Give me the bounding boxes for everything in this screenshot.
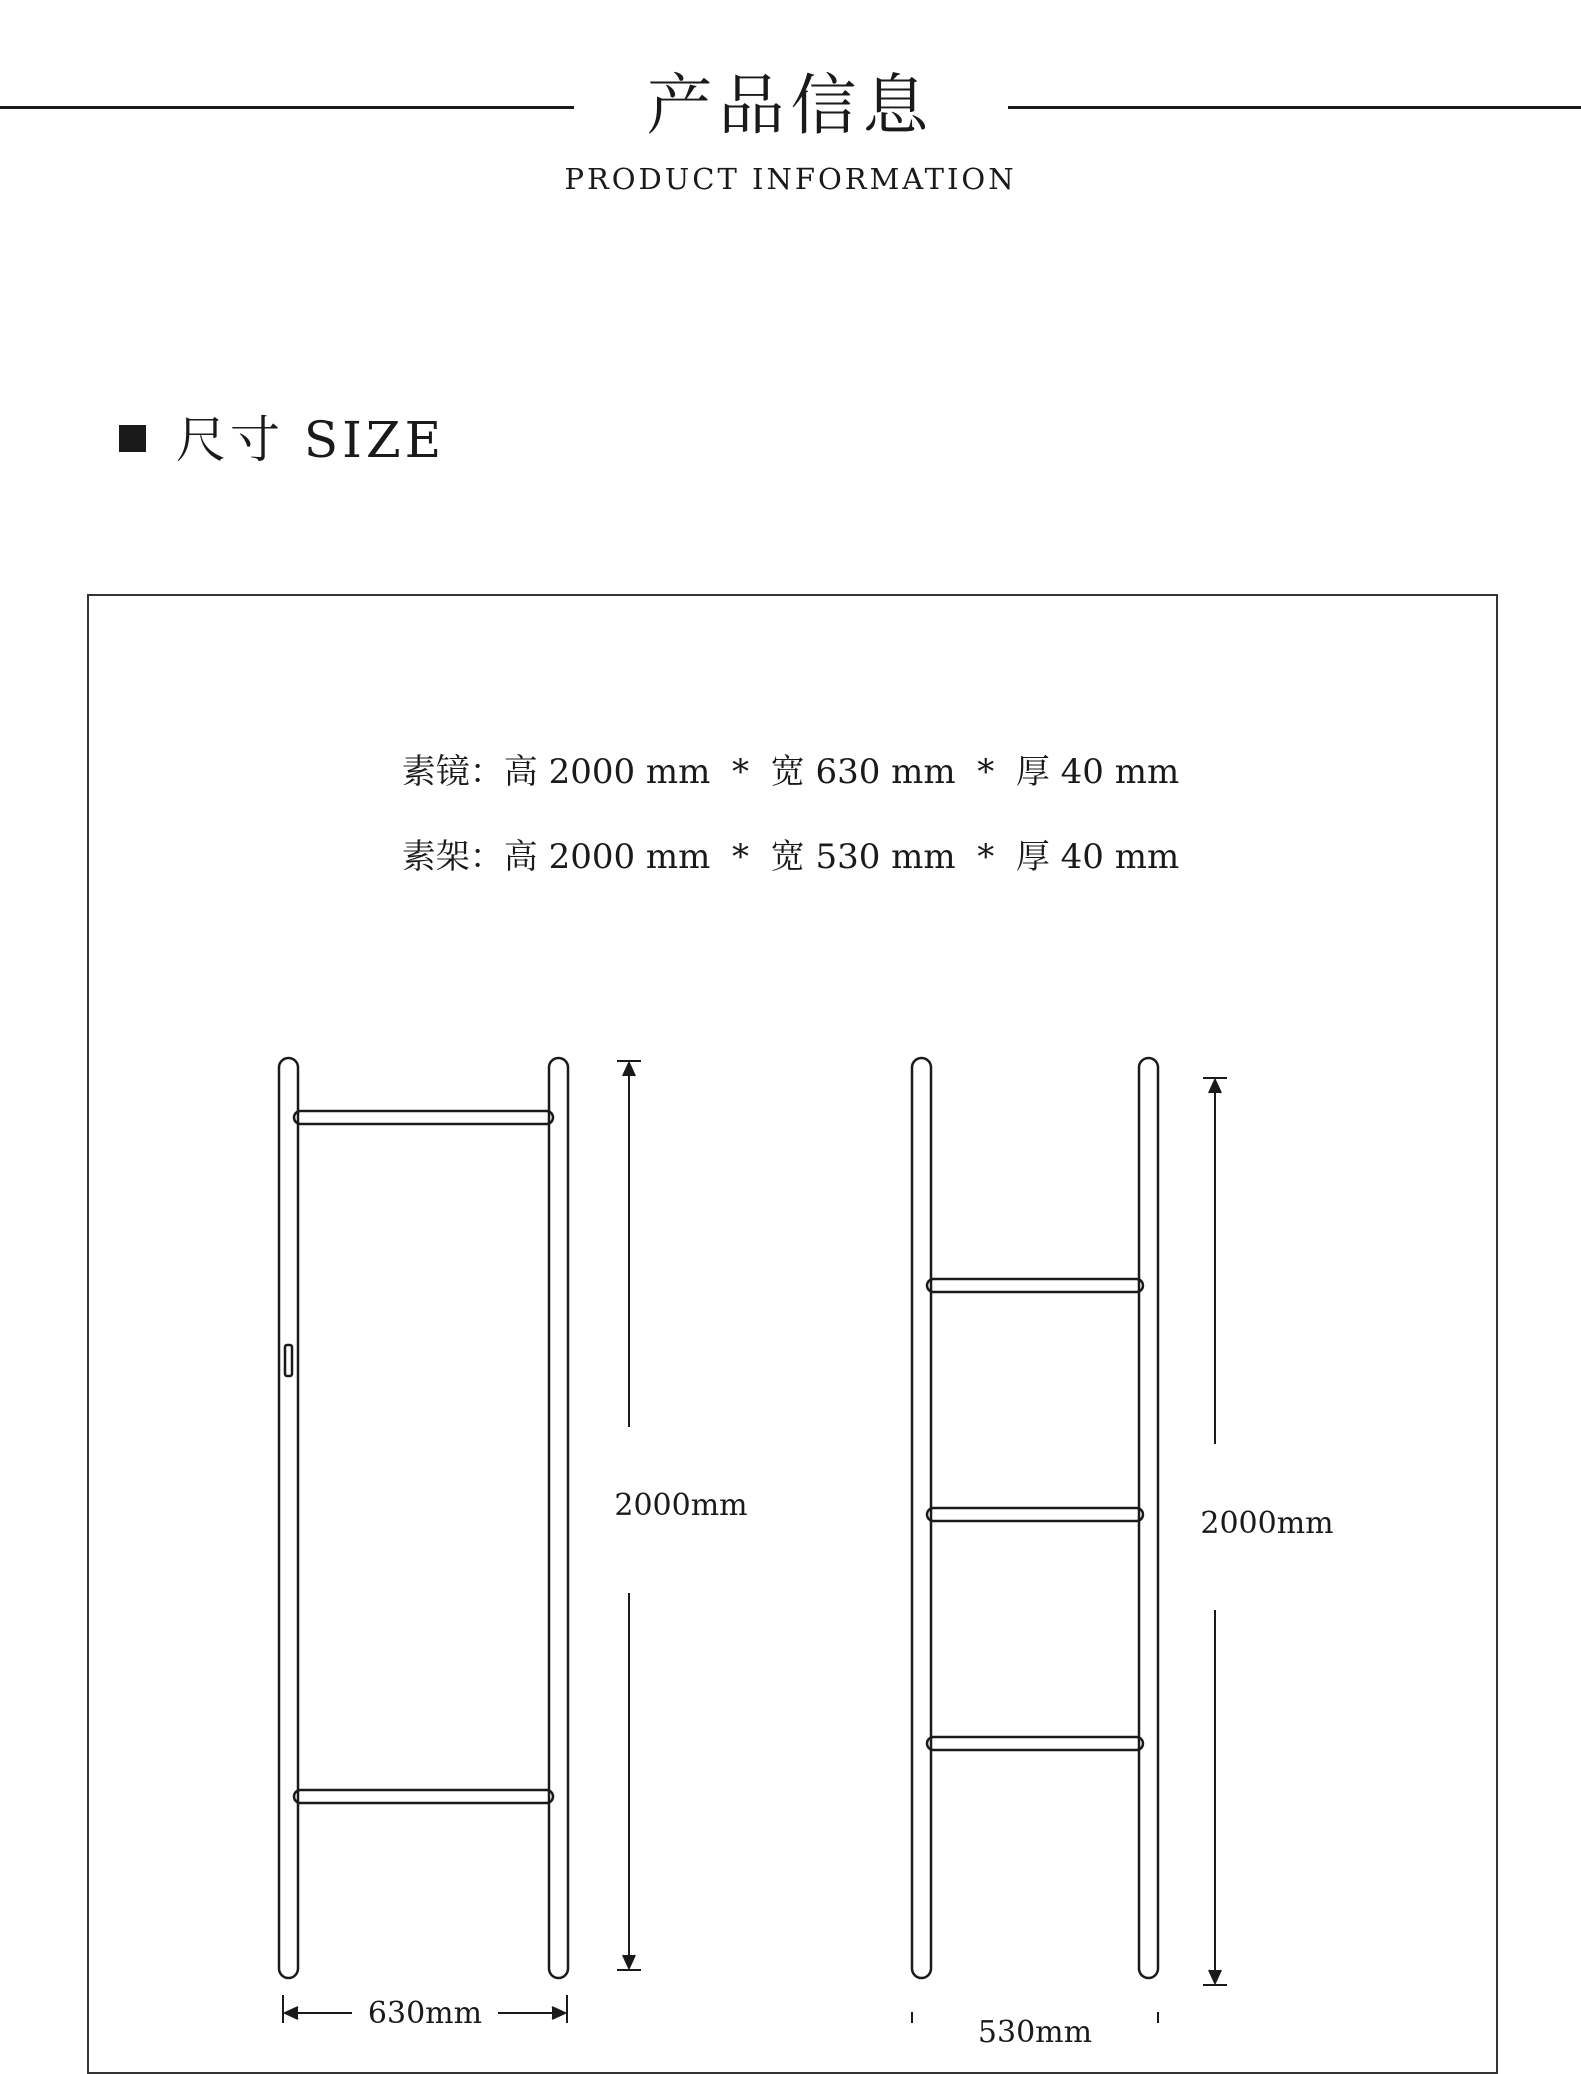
rack-width-label: 530mm xyxy=(977,2015,1093,2050)
rack-bar-3 xyxy=(927,1737,1143,1750)
rack-bar-2 xyxy=(927,1508,1143,1521)
mirror-height-label: 2000mm xyxy=(614,1488,748,1523)
mirror-right-post xyxy=(549,1058,568,1978)
mirror-handle xyxy=(285,1345,292,1376)
spec-mirror: 素镜：高 2000 mm * 宽 630 mm * 厚 40 mm xyxy=(401,752,1180,792)
mirror-drawing xyxy=(279,1058,568,1978)
mirror-width-label: 630mm xyxy=(367,1996,483,2031)
mirror-left-post xyxy=(279,1058,298,1978)
rack-height-label: 2000mm xyxy=(1200,1506,1334,1541)
page-subtitle: PRODUCT INFORMATION xyxy=(564,162,1017,196)
section-heading: 尺寸 SIZE xyxy=(176,411,446,469)
mirror-top-bar xyxy=(294,1111,553,1124)
spec-rack: 素架：高 2000 mm * 宽 530 mm * 厚 40 mm xyxy=(401,837,1180,877)
rack-bar-1 xyxy=(927,1279,1143,1292)
mirror-bottom-bar xyxy=(294,1790,553,1803)
rack-drawing xyxy=(912,1058,1158,1978)
page-title: 产品信息 xyxy=(646,67,935,144)
